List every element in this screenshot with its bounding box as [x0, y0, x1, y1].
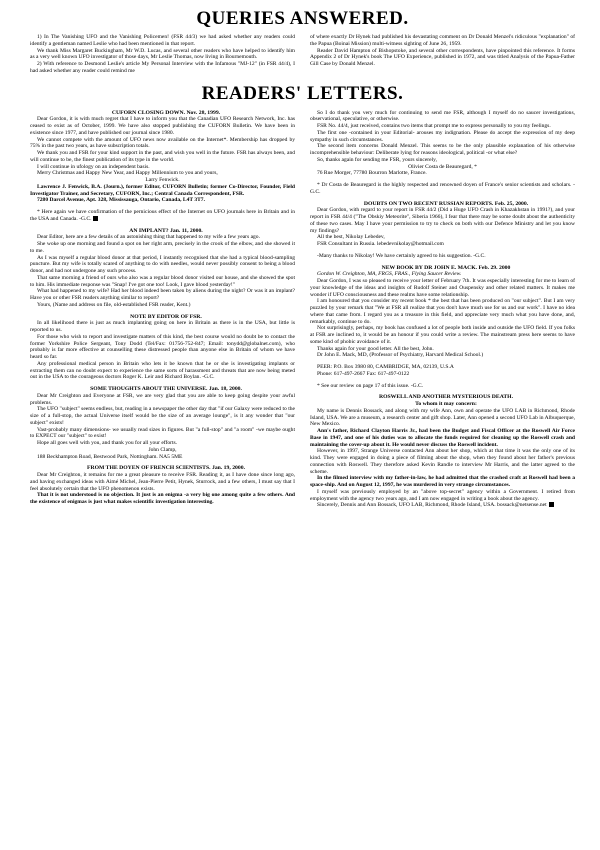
letter-paragraph: We cannot compete with the amount of UFO news now available on the Internet*. Membership has dropped by 75% in the past two years, as have subscription totals. [30, 136, 295, 150]
query-paragraph: of where exactly Dr Hynek had published his devastating comment on Dr Donald Menzel's ridiculous "explanation" of the Papua (Boinai Mission) multi-witness sighting of June 26, 1959. [310, 34, 575, 47]
letter-paragraph: Hope all goes well with you, and thank you for all your efforts. [37, 440, 178, 446]
letter-subheading: To whom it may concern: [415, 401, 477, 407]
letter-paragraph: My name is Dennis Bossack, and along with my wife Ann, own and operate the UFO LAB in Richmond, Rhode Island, USA. We are a museum, a research center and gift shop. Later, Ann opened a second UFO Lab in Albuquerque, New Mexico. [310, 407, 575, 428]
letter-paragraph: Dear Gordon, it is with much regret that I have to inform you that the Canadian UFO Research Network, Inc. has ceased to exist as of October, 1999. We have also stopped publishing the CUFORN Bulletin. We have been in existence since 1977, and have published our journal since 1980. [30, 116, 295, 136]
letter-address: 76 Rue Morger, 77780 Bourron Marlotte, France. [317, 170, 427, 177]
query-paragraph: Reader David Hampton of Bishopstoke, and several other correspondents, have pinpointed this reference. It forms Appendix 2 of Dr Hynek's book The UFO Experience, published in 1972, and was titled Analysis of the Papua-Father Gill Case by Donald Menzel. [310, 47, 575, 67]
letter-signature: Dr John E. Mack, MD, (Professor of Psychiatry, Harvard Medical School.) [317, 352, 484, 359]
letter-paragraph: The UFO "subject" seems endless, but, reading in a newspaper the other day that "if our Galaxy were reduced to the size of a full-stop, the actual Universe itself would be the size of an average lounge", is it any wonder that "our subject" exists! [30, 406, 295, 426]
editor-note: -Many thanks to Nikolay! We have certainly agreed to his suggestion. -G.C. [317, 252, 486, 259]
letter-paragraph: Any professional medical person in Britain who lets it be known that he or she is investigating implants or extracting them can no doubt expect to experience the same sorts of harassment and threats that are now being meted out in the USA to the courageous doctors Roger K. Leir and Richard Boylan. -G.C. [30, 360, 295, 381]
letter-paragraph: Dear Gordon, I was so pleased to receive your letter of February 7th. It was especially interesting for me to learn of your knowledge of the ideas and insights of Rudolf Steiner and Ouspensky and other related matters. It makes me wonder if UFO consciousness and these realms have some relationship. [310, 278, 575, 298]
letter-paragraph: That it is not understood is no objection. It just is an enigma -a very big one among quite a few others. And the existence of enigmas is just what makes scientific investigation interesting. [30, 492, 295, 505]
letter-heading: FROM THE DOYEN OF FRENCH SCIENTISTS. Jan. 19, 2000. [86, 465, 245, 472]
letter-paragraph: So I do thank you very much for continuing to send me FSR, although I myself do no saucer investigations, observational, speculative, or otherwise. [310, 109, 575, 123]
letter-heading: AN IMPLANT? Jan. 11, 2000. [129, 227, 203, 234]
letter-paragraph: Dear Gordon, with regard to your report in FSR 44/2 (Did a Huge UFO Crash in Khazakhstan in 1991?), and your report in FSR 44/4 ("The Obskiy Meteorite", Siberia 1966), I fear that there may be some doubt about the authenticity of these two cases. May I have your permission to try to check on both with our Defence Ministry and let you know my findings? [310, 207, 575, 234]
letter-heading: NOTE BY EDITOR OF FSR. [130, 313, 202, 320]
letter-heading: ROSWELL AND ANOTHER MYSTERIOUS DEATH. [378, 394, 514, 401]
query-paragraph: We thank Miss Margaret Buckingham, Mr W.D. Lucas, and several other readers who have helped to identify him as a very well known UFO investigator of those days, Mr Leslie Thomas, now living in Bournemouth. [30, 47, 295, 61]
letter-paragraph: Vast-probably many dimensions- we usually read sizes in figures. But "a full-stop" and "a room" -we maybe ought to EXPECT our "subject" to exist! [30, 426, 295, 440]
letter-phone: Phone: 617-497-2667 Fax: 617-497-0122 [317, 370, 410, 377]
letter-paragraph: I am honoured that you consider my recent book * the best that has been produced on "our subject". But I am very puzzled by your remark that "We at FSR all realize that you don't have much use for us and our work". I have no idea where that came from. I regard you as a treasure in this field, and appreciate very much what you have done, and, remarkably, continue to do. [310, 298, 575, 325]
letter-paragraph: I myself was previously employed by an "above top-secret" agency within a Government. I retired from employment with the agency two years ago, and I am now engaged in writing a book about the agency. [310, 488, 575, 502]
letter-signature: Larry Fenwick. [145, 177, 180, 183]
query-paragraph: 2) With reference to Desmond Leslie's article My Personal Interview with the Infamous "MJ-12" (in FSR 44/4), I had asked whether any reader could remind me [30, 61, 295, 74]
letter-recipient: Gordon W. Creighton, MA, FRGS, FRAS., Flying Saucer Review. [317, 271, 462, 278]
letter-address: PEER: P.O. Box 3980 80, CAMBRIDGE, MA, 02139, U.S.A [317, 364, 454, 370]
letter-heading: NEW BOOK BY DR JOHN E. MACK. Feb. 29. 2000 [381, 264, 511, 271]
editor-note: * See our review on page 17 of this issue. -G.C. [317, 382, 424, 389]
letter-address: 7280 Darcel Avenue, Apt. 328, Mississauga, Ontario, Canada, L4T 3T7. [37, 197, 205, 204]
letter-address: 188 Beckhampton Road, Bestwood Park, Nottingham. NA5 5ME [37, 453, 183, 460]
letter-paragraph: So, thanks again for sending me FSR, yours sincerely, [317, 156, 437, 163]
editor-note: * Dr Costa de Beauregard is the highly respected and renowned doyen of France's senior scientists and scholars. -G.C. [310, 182, 575, 195]
letter-heading: CUFORN CLOSING DOWN. Nov. 28, 1999. [111, 109, 221, 116]
letter-paragraph: FSR Consultant in Russia. lebedevnikolay@hotmail.com [317, 241, 444, 247]
end-mark-icon [549, 502, 554, 507]
letter-heading: DOUBTS ON TWO RECENT RUSSIAN REPORTS. Feb. 25, 2000. [363, 200, 529, 207]
letters-left-column [30, 110, 295, 510]
letter-paragraph: In all likelihood there is just as much implanting going on here in Britain as there is in the USA, but little is reported to us. [30, 320, 295, 333]
query-paragraph: 1) In The Vanishing UFO and the Vanishing Policemen! (FSR 44/3) we had asked whether any readers could identify a gentleman named Leslie who had been mentioned in that report. [30, 34, 295, 47]
letters-right-column [310, 110, 575, 510]
letter-signature: Olivier Costa de Beauregard, * [408, 163, 477, 170]
letter-paragraph: We thank you and FSR for your kind support in the past, and wish you well in the future. FSR has always been, and will continue to be, the finest publication of its type in the world. [30, 150, 295, 163]
letter-paragraph: What had happened to my wife? Had her blood indeed been taken by aliens during the night? Or was it an implant? Have you or other FSR readers anything similar to report? [30, 288, 295, 301]
letter-paragraph: All the best, Nikolay Lebedev, [317, 234, 385, 241]
letter-paragraph: Dear Editor, here are a few details of an astonishing thing that happened to my wife a few years ago. [37, 234, 260, 241]
letters-title: READERS' LETTERS. [201, 82, 404, 104]
magazine-page [30, 8, 575, 509]
letter-paragraph: In the filmed interview with my father-in-law, he had admitted that the crashed craft at Roswell had been a space-ship. And on August 12, 1997, he was murdered in very strange circumstances. [310, 475, 575, 488]
end-mark-icon [93, 216, 98, 221]
letter-paragraph: Dear Mr Creighton, it remains for me a great pleasure to receive FSR. Reading it, as I have done since long ago, and having exchanged ideas with Aimé Michel, Jean-Pierre Petit, Hynek, Sturrock, and a few others, I must say that I feel absolutely certain that the UFO phenomenon exists. [30, 472, 295, 492]
letter-credentials: Lawrence J. Fenwick, B.A. (Journ.), former Editor, CUFORN Bulletin; former Co-Director, Founder, Field Investigator Trainer, and Secretary, CUFORN, Inc.; Central Canada Correspondent, FSR. [30, 183, 295, 197]
letter-paragraph: She woke up one morning and found a spot on her right arm, precisely in the crook of the elbow, and she showed it to me. [30, 241, 295, 254]
letter-paragraph: As I was myself a regular blood donor at that period, I instantly recognised that she had a typical blood-sampling puncture. But my wife is totally scared of anything to do with needles, would never possibly consent to being a blood donor, and had not undergone any such process. [30, 254, 295, 274]
letter-paragraph: Yours, (Name and address on file, old-established FSR reader, Kent.) [37, 301, 191, 308]
letter-heading: SOME THOUGHTS ABOUT THE UNIVERSE. Jan. 18, 2000. [90, 386, 242, 392]
letter-signature: John Clamp, [148, 446, 177, 453]
letter-paragraph: Sincerely, Dennis and Ann Bossack, UFO LAB, Richmond, Rhode Island, USA. bossack@netsense.net [310, 502, 575, 509]
letter-paragraph: Thanks again for your good letter. All the best, John. [317, 345, 434, 352]
letter-paragraph: Ann's father, Richard Clayton Harris Jr., had been the Budget and Fiscal Officer at the Roswell Air Force Base in 1947, and one of his duties was to allocate the funds required for cleaning up the Roswell crash and maintaining the cover-up about it. He would never discuss the Roswell incident. [310, 428, 575, 448]
letter-paragraph: The second item concerns Donald Menzel. This seems to be the only plausible explanation of his otherwise incomprehensible behaviour: Deliberate lying for reasons ideological, political -or what else? [310, 143, 575, 156]
letter-paragraph: The first one -contained in your Editorial- arouses my indignation. Please do accept the expression of my deep sympathy in such circumstances. [310, 129, 575, 143]
letter-paragraph: Not surprisingly, perhaps, my book has confused a lot of people both inside and outside the UFO field. If you folks at FSR are inclined to, it would be an honour if you could write a review. The mainstream press here seems to have some kind of phobic avoidance of it. [310, 325, 575, 345]
queries-title: QUERIES ANSWERED. [196, 8, 409, 29]
queries-right-column [310, 34, 575, 75]
letters-columns [30, 110, 575, 510]
letter-paragraph: That same morning a friend of ours who also was a regular blood donor visited our house, and she showed the spot to him. His immediate response was "Snap! I've got one too! Look, I gave blood yesterday!" [30, 274, 295, 288]
letter-paragraph: However, in 1997, Strange Universe contacted Ann about her shop, which at that time it was the only one of its kind. They were engaged in doing a piece of filming about the shop, when they found about her father's previous connection with Roswell. They therefore asked Kevin Randle to interview Mr Harris, and the latter agreed to the scheme. [310, 448, 575, 475]
editor-note: * Here again we have confirmation of the pernicious effect of the Internet on UFO journals here in Britain and in the USA and Canada. -G.C. [30, 209, 295, 222]
letter-paragraph: For those who wish to report and investigate matters of this kind, the best course would no doubt be to contact the former Yorkshire Police Sergeant, Tony Dodd (Tel/Fax: 01756-752-847; Email: tonydd@globalnet.com), who probably is far more effective at counselling these distressed people than anyone else in Britain of whom we have heard so far. [30, 333, 295, 360]
letter-paragraph: Dear Mr Creighton and Everyone at FSR, we are very glad that you are able to keep going despite your awful problems. [30, 392, 295, 406]
queries-left-column [30, 34, 295, 75]
letter-paragraph: FSR No. 44/4, just received, contains two items that prompt me to express personally to you my feelings. [317, 123, 551, 129]
queries-columns [30, 34, 575, 75]
letter-paragraph: I will continue in ufology on an independent basis. [37, 163, 150, 170]
letter-paragraph: Merry Christmas and Happy New Year, and Happy Millennium to you and yours, [37, 170, 218, 177]
